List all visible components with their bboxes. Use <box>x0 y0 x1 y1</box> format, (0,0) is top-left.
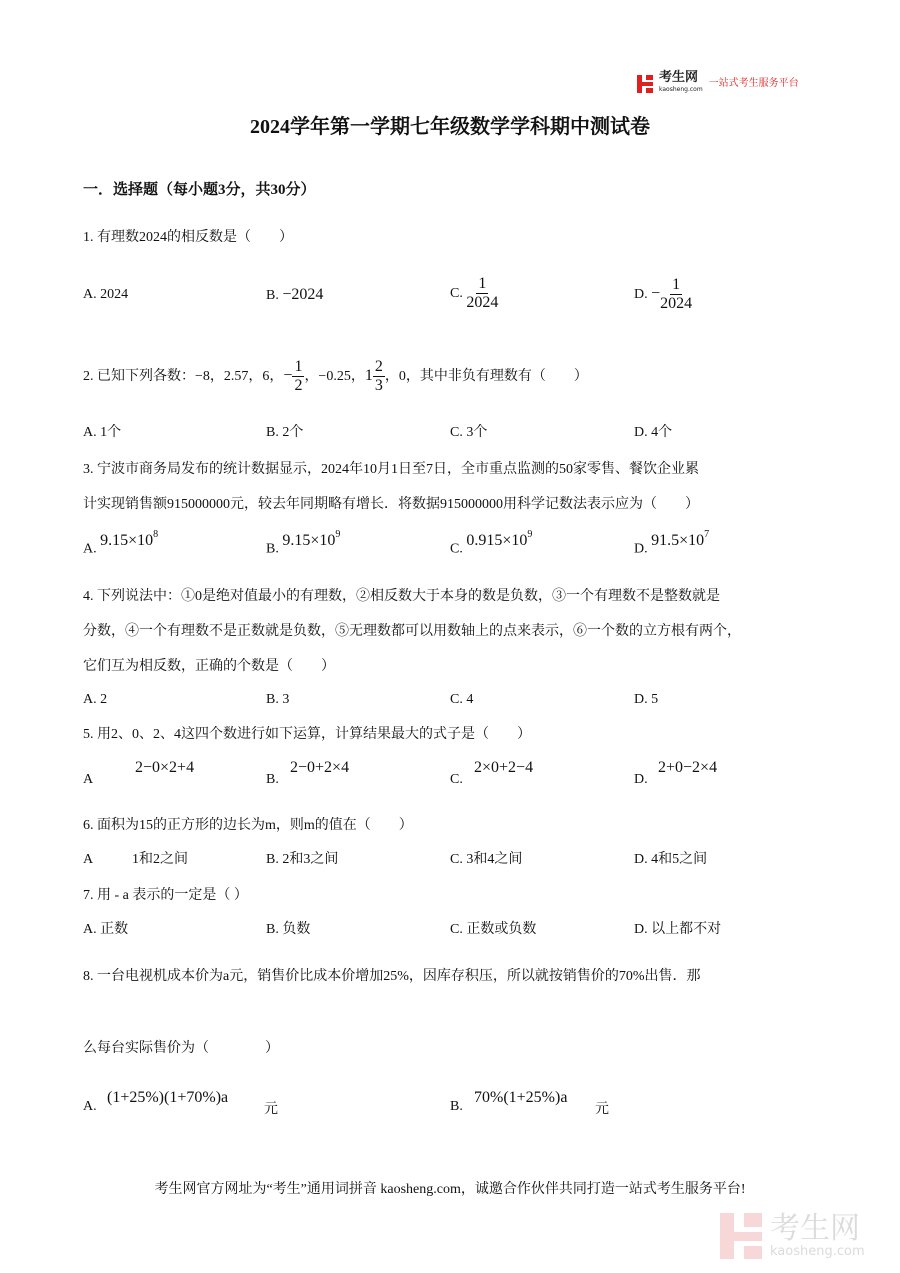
q5-option-a: 2−0×2+4 <box>135 759 195 776</box>
logo-domain: kaosheng.com <box>659 86 703 93</box>
q4-option-c: C. 4 <box>450 692 474 707</box>
q2-option-a: A. 1个 <box>83 425 122 440</box>
q3-option-a: A. $9.15\times 10^8$ <box>83 529 159 557</box>
q2-option-d: D. 4个 <box>634 425 673 440</box>
slogan: 一站式考生服务平台 <box>708 78 799 89</box>
q7-option-d: D. 以上都不对 <box>634 922 722 937</box>
q5-option-b-label: B. <box>266 772 279 787</box>
q6-stem: 6. 面积为15的正方形的边长为m，则m的值在（ ） <box>83 818 413 833</box>
q4-option-a: A. 2 <box>83 692 108 707</box>
q5-option-c: 2×0+2−4 <box>474 759 534 776</box>
q6-option-a: 1和2之间 <box>132 852 188 867</box>
footer-text: 考生网官方网址为“考生”通用词拼音 kaosheng.com，诚邀合作伙伴共同打造一站式考生服务平台! <box>154 1182 746 1197</box>
q3-line-2: 计实现销售额915000000元，较去年同期略有增长．将数据915000000用科学记数法表示应为（ ） <box>83 497 699 512</box>
watermark-logo-icon <box>720 1213 762 1259</box>
q2-option-b: B. 2个 <box>266 425 304 440</box>
watermark: 考生网 kaosheng.com <box>720 1213 865 1259</box>
q5-option-a-label: A <box>83 772 94 787</box>
q8-option-a-label: A. <box>83 1099 97 1114</box>
q4-line-2: 分数，④一个有理数不是正数就是负数，⑤无理数都可以用数轴上的点来表示，⑥一个数的立方根有两个， <box>83 624 741 639</box>
q3-option-d: D. $91.5\times 10^7$ <box>634 529 710 557</box>
q8-option-a: (1+25%)(1+70%)a <box>107 1089 229 1106</box>
q3-line-1: 3. 宁波市商务局发布的统计数据显示，2024年10月1日至7日，全市重点监测的50家零售、餐饮企业累 <box>83 462 699 477</box>
q8-option-b: 70%(1+25%)a <box>474 1089 568 1106</box>
q8-option-b-label: B. <box>450 1099 463 1114</box>
q7-stem: 7. 用 - a 表示的一定是（ ） <box>83 888 248 903</box>
q5-option-b: 2−0+2×4 <box>290 759 350 776</box>
q5-option-c-label: C. <box>450 772 463 787</box>
q4-line-3: 它们互为相反数，正确的个数是（ ） <box>83 659 335 674</box>
q7-option-a: A. 正数 <box>83 922 129 937</box>
q7-option-b: B. 负数 <box>266 922 311 937</box>
q7-option-c: C. 正数或负数 <box>450 922 537 937</box>
q6-option-a-label: A <box>83 852 94 867</box>
q5-stem: 5. 用2、0、2、4这四个数进行如下运算，计算结果最大的式子是（ ） <box>83 727 531 742</box>
q5-option-d: 2+0−2×4 <box>658 759 718 776</box>
q6-option-d: D. 4和5之间 <box>634 852 708 867</box>
q3-option-b: B. $9.15\times 10^9$ <box>266 529 341 557</box>
q8-option-b-unit: 元 <box>595 1102 609 1117</box>
q4-line-1: 4. 下列说法中：①0是绝对值最小的有理数，②相反数大于本身的数是负数，③一个有理数不是整数就是 <box>83 589 720 604</box>
q1-option-a: A. 2024 <box>83 287 129 302</box>
q1-stem: 1. 有理数2024的相反数是（ ） <box>83 230 293 245</box>
header-logo <box>637 72 799 96</box>
q1-option-c: C. $\frac{1}{2024}$ <box>450 275 499 312</box>
q6-option-c: C. 3和4之间 <box>450 852 523 867</box>
logo-icon <box>637 75 653 93</box>
page-title: 2024学年第一学期七年级数学学科期中测试卷 <box>250 116 650 138</box>
q1-option-d: D. − $\frac{1}{2024}$ <box>634 276 693 313</box>
q3-option-c: C. $0.915\times 10^9$ <box>450 529 533 557</box>
q2-stem: 2. 已知下列各数：−8，2.57，6，− $\frac{1}{2}$ ，−0.25，1 $\frac{2}{3}$ ，0，其中非负有理数有（ ） <box>83 358 588 395</box>
q4-option-b: B. 3 <box>266 692 290 707</box>
q8-line-1: 8. 一台电视机成本价为a元，销售价比成本价增加25%，因库存积压，所以就按销售价的70%出售．那 <box>83 969 701 984</box>
section-heading: 一．选择题（每小题3分，共30分） <box>83 182 316 198</box>
q6-option-b: B. 2和3之间 <box>266 852 339 867</box>
q1-option-b: B. −2024 <box>266 286 324 303</box>
q8-option-a-unit: 元 <box>264 1102 278 1117</box>
q2-option-c: C. 3个 <box>450 425 488 440</box>
q5-option-d-label: D. <box>634 772 648 787</box>
logo-text: 考生网 <box>659 70 699 85</box>
q8-line-2: 么每台实际售价为（ ） <box>83 1041 279 1056</box>
q4-option-d: D. 5 <box>634 692 659 707</box>
